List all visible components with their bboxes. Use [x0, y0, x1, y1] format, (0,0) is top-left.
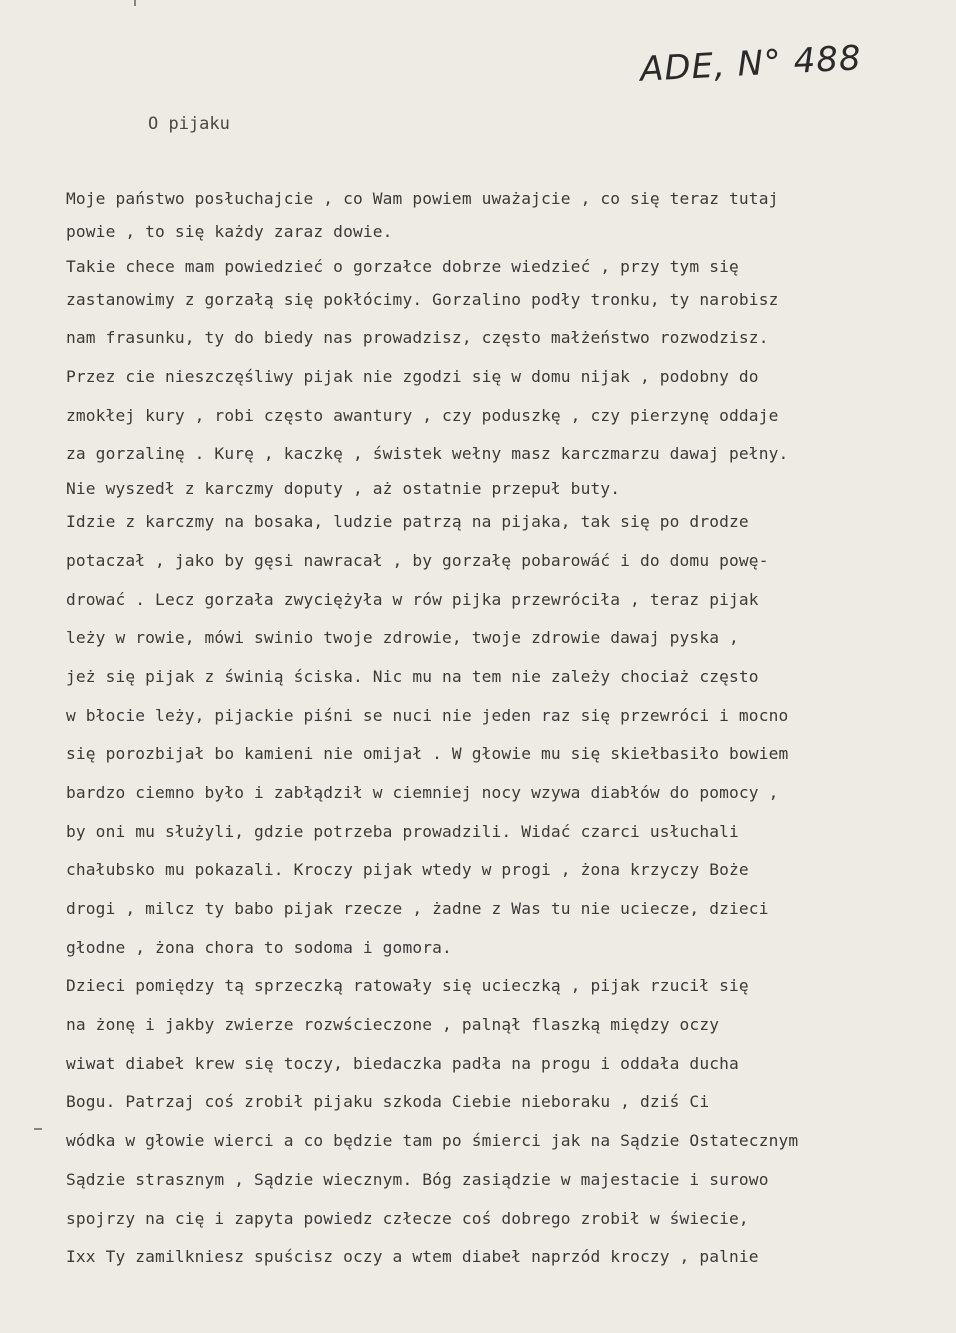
text-line: za gorzalinę . Kurę , kaczkę , świstek wełny masz karczmarzu dawaj pełny. [66, 444, 789, 464]
text-line: Nie wyszedł z karczmy doputy , aż ostatnie przepuł buty. [66, 479, 621, 499]
text-line: drogi , milcz ty babo pijak rzecze , żadne z Was tu nie uciecze, dzieci [66, 899, 769, 918]
text-line: w błocie leży, pijackie piśni se nuci nie jeden raz się przewróci i mocno [66, 705, 789, 725]
text-line: spojrzy na cię i zapyta powiedz człecze coś dobrego zrobił w świecie, [66, 1208, 749, 1228]
scan-mark [134, 0, 136, 6]
text-line: Sądzie strasznym , Sądzie wiecznym. Bóg zasiądzie w majestacie i surowo [66, 1169, 769, 1189]
document-title: O pijaku [148, 114, 230, 134]
text-line: Przez cie nieszczęśliwy pijak nie zgodzi się w domu nijak , podobny do [66, 367, 759, 387]
text-line: powie , to się każdy zaraz dowie. [66, 222, 393, 241]
text-line: Takie chece mam powiedzieć o gorzałce dobrze wiedzieć , przy tym się [66, 256, 739, 276]
text-line: bardzo ciemno było i zabłądził w ciemniej nocy wzywa diabłów do pomocy , [66, 782, 779, 802]
text-line: by oni mu służyli, gdzie potrzeba prowadzili. Widać czarci usłuchali [66, 821, 739, 841]
text-line: Ixx Ty zamilkniesz spuścisz oczy a wtem diabeł naprzód kroczy , palnie [66, 1247, 759, 1267]
text-line: Dzieci pomiędzy tą sprzeczką ratowały się ucieczką , pijak rzucił się [66, 976, 749, 996]
text-line: leży w rowie, mówi swinio twoje zdrowie, twoje zdrowie dawaj pyska , [66, 628, 739, 648]
text-line: się porozbijał bo kamieni nie omijał . W głowie mu się skiełbasiło bowiem [66, 744, 789, 764]
handwritten-archive-note: ADE, N° 488 [639, 38, 863, 90]
text-line: Moje państwo posłuchajcie , co Wam powiem uważajcie , co się teraz tutaj [66, 189, 779, 208]
text-line: głodne , żona chora to sodoma i gomora. [66, 937, 452, 957]
text-line: chałubsko mu pokazali. Kroczy pijak wtedy w progi , żona krzyczy Boże [66, 860, 749, 880]
text-line: wiwat diabeł krew się toczy, biedaczka padła na progu i oddała ducha [66, 1053, 739, 1073]
typed-body-text [66, 184, 951, 1277]
text-line: nam frasunku, ty do biedy nas prowadzisz, często małżeństwo rozwodzisz. [66, 328, 769, 348]
text-line: na żonę i jakby zwierze rozwścieczone , palnął flaszką między oczy [66, 1015, 720, 1035]
text-line: Bogu. Patrzaj coś zrobił pijaku szkoda Ciebie nieboraku , dziś Ci [66, 1092, 710, 1112]
scan-mark [34, 1128, 42, 1130]
text-line: wódka w głowie wierci a co będzie tam po śmierci jak na Sądzie Ostatecznym [66, 1131, 799, 1151]
text-line: potaczał , jako by gęsi nawracał , by gorzałę pobarowáć i do domu powę- [66, 550, 769, 570]
text-line: zastanowimy z gorzałą się pokłócimy. Gorzalino podły tronku, ty narobisz [66, 289, 779, 309]
text-line: zmokłej kury , robi często awantury , czy poduszkę , czy pierzynę oddaje [66, 405, 779, 425]
text-line: jeż się pijak z świnią ściska. Nic mu na tem nie zależy chociaż często [66, 666, 759, 686]
text-line: drować . Lecz gorzała zwyciężyła w rów pijka przewróciła , teraz pijak [66, 589, 759, 609]
text-line: Idzie z karczmy na bosaka, ludzie patrzą na pijaka, tak się po drodze [66, 512, 749, 532]
